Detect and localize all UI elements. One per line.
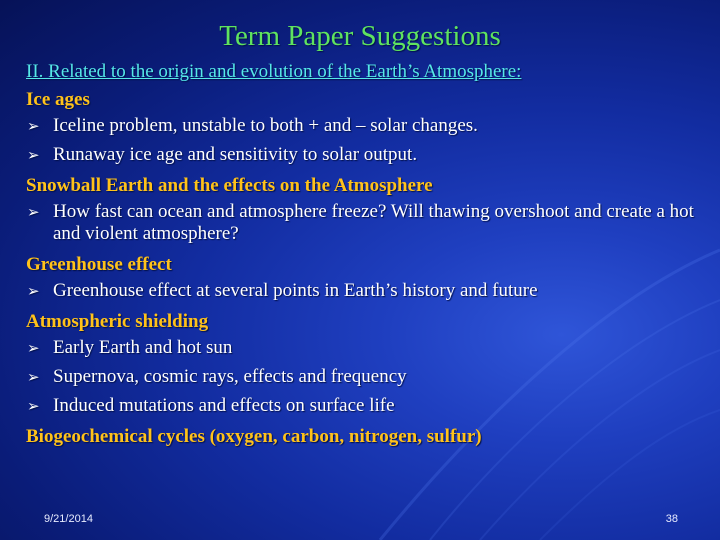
bullet-text: Early Earth and hot sun: [53, 337, 233, 358]
bullet-text: Induced mutations and effects on surface life: [53, 395, 395, 416]
section-heading-atmospheric-shielding: Atmospheric shielding: [26, 311, 209, 332]
arrow-bullet-icon: ➢: [27, 339, 40, 357]
bullet-text: How fast can ocean and atmosphere freeze? Will thawing overshoot and create a hot and violent atmosphere?: [53, 201, 694, 244]
section-heading-biogeochemical-cycles: Biogeochemical cycles (oxygen, carbon, nitrogen, sulfur): [26, 426, 482, 447]
bullet-item: [26, 144, 706, 166]
bullet-text: Supernova, cosmic rays, effects and frequency: [53, 366, 407, 387]
arrow-bullet-icon: ➢: [27, 146, 40, 164]
arrow-bullet-icon: ➢: [27, 203, 40, 221]
bullet-text: Greenhouse effect at several points in Earth’s history and future: [53, 280, 538, 301]
slide-subtitle: II. Related to the origin and evolution of the Earth’s Atmosphere:: [26, 61, 522, 82]
bullet-text: Runaway ice age and sensitivity to solar output.: [53, 144, 418, 165]
arrow-bullet-icon: ➢: [27, 397, 40, 415]
bullet-item: [26, 395, 706, 417]
footer-date: 9/21/2014: [44, 513, 93, 525]
footer-page-number: 38: [665, 513, 678, 525]
bullet-item: [26, 201, 706, 245]
bullet-item: [26, 115, 706, 137]
slide-content: [26, 60, 706, 452]
arrow-bullet-icon: ➢: [27, 368, 40, 386]
section-heading-snowball-earth: Snowball Earth and the effects on the Atmosphere: [26, 175, 433, 196]
bullet-item: [26, 337, 706, 359]
slide-title: Term Paper Suggestions: [219, 20, 501, 52]
section-heading-greenhouse-effect: Greenhouse effect: [26, 254, 172, 275]
section-heading-ice-ages: Ice ages: [26, 89, 90, 110]
bullet-item: [26, 366, 706, 388]
arrow-bullet-icon: ➢: [27, 282, 40, 300]
bullet-item: [26, 280, 706, 302]
bullet-text: Iceline problem, unstable to both + and – solar changes.: [53, 115, 478, 136]
arrow-bullet-icon: ➢: [27, 117, 40, 135]
